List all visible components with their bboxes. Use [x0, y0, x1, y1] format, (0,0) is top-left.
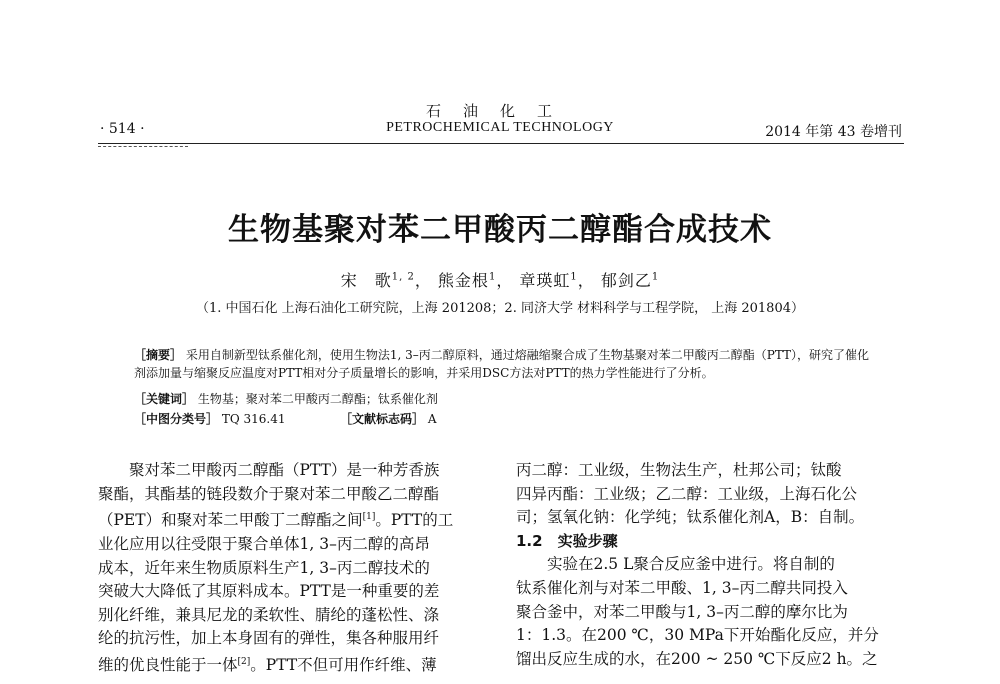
section-heading: 1.2 实验步骤	[516, 531, 618, 550]
text-line: 馏出反应生成的水，在200 ~ 250 ℃下反应2 h。之	[516, 649, 878, 668]
journal-title-cn: 石油化工	[425, 102, 574, 120]
document-code	[340, 410, 437, 427]
text-line: 实验在2.5 L聚合反应釜中进行。将自制的	[547, 555, 835, 574]
text-line: 突破大大降低了其原料成本。PTT是一种重要的差	[98, 582, 440, 601]
text-line: 丙二醇：工业级，生物法生产，杜邦公司；钛酸	[516, 461, 842, 479]
text-line: 司；氢氧化钠：化学纯；钛系催化剂A，B：自制。	[516, 508, 865, 527]
text-line: 聚合釜中，对苯二甲酸与1, 3–丙二醇的摩尔比为	[516, 602, 848, 621]
article-title: 生物基聚对苯二甲酸丙二醇酯合成技术	[228, 212, 772, 248]
citation[interactable]: [2]	[237, 656, 251, 667]
abstract-text: 采用自制新型钛系催化剂，使用生物法1, 3–丙二醇原料，通过熔融缩聚合成了生物基聚对苯二甲酸丙二醇酯（PTT），研究了催化剂添加量与缩聚反应温度对PTT相对分子质量增长的影响，并采用DSC方法对PTT的热力学性能进行了分析。	[134, 348, 870, 380]
page-number: · 514 ·	[100, 121, 145, 137]
header-rule-dashed	[98, 146, 188, 147]
text-line: （PET）和聚对苯二甲酸丁二醇酯之间[1]。PTT的工	[98, 511, 454, 530]
text-line: 聚对苯二甲酸丙二醇酯（PTT）是一种芳香族	[129, 461, 440, 479]
keywords	[134, 390, 438, 407]
body-column-right	[516, 459, 904, 671]
text-line: 聚酯，其酯基的链段数介于聚对苯二甲酸乙二醇酯	[98, 484, 440, 503]
text-line: 维的优良性能于一体[2]。PTT不但可用作纤维、薄	[98, 656, 437, 675]
document-code-label: ［文献标志码］	[340, 412, 425, 426]
abstract	[134, 346, 874, 382]
text-line: 别化纤维，兼具尼龙的柔软性、腈纶的蓬松性、涤	[98, 605, 440, 624]
author: 章瑛虹$^1$	[519, 271, 578, 290]
citation[interactable]: [1]	[362, 512, 376, 523]
text-line: 1：1.3。在200 ℃，30 MPa下开始酯化反应，并分	[516, 626, 879, 645]
keywords-label: ［关键词］	[134, 392, 195, 406]
text-line: 四异丙酯：工业级；乙二醇：工业级，上海石化公	[516, 484, 858, 503]
classification-label: ［中图分类号］	[134, 412, 219, 426]
body-column-left	[98, 459, 484, 678]
header-rule	[98, 143, 904, 144]
text-line: 纶的抗污性，加上本身固有的弹性，集各种服用纤	[98, 629, 440, 648]
document-code-text: A	[427, 412, 437, 426]
author: 宋 歌$^{1, 2}$	[340, 271, 415, 290]
author-list: 宋 歌$^{1, 2}$， 熊金根$^1$， 章瑛虹$^1$， 郁剑乙$^1$	[340, 271, 660, 290]
classification-text: TQ 316.41	[221, 412, 286, 426]
text-line: 业化应用以往受限于聚合单体1, 3–丙二醇的高昂	[98, 534, 430, 553]
affiliations: （1. 中国石化 上海石油化工研究院，上海 201208；2. 同济大学 材料科学与工程学院， 上海 201804）	[196, 301, 804, 316]
text-line: 钛系催化剂与对苯二甲酸、1, 3–丙二醇共同投入	[516, 578, 848, 597]
classification-number	[134, 410, 286, 427]
journal-title-en: PETROCHEMICAL TECHNOLOGY	[386, 120, 614, 135]
abstract-label: ［摘要］	[134, 348, 183, 362]
text-line: 成本，近年来生物质原料生产1, 3–丙二醇技术的	[98, 558, 430, 577]
author: 郁剑乙$^1$	[600, 271, 660, 290]
keywords-text: 生物基；聚对苯二甲酸丙二醇酯；钛系催化剂	[197, 392, 438, 406]
author: 熊金根$^1$	[437, 271, 497, 290]
issue-label: 2014 年第 43 卷增刊	[765, 124, 902, 140]
